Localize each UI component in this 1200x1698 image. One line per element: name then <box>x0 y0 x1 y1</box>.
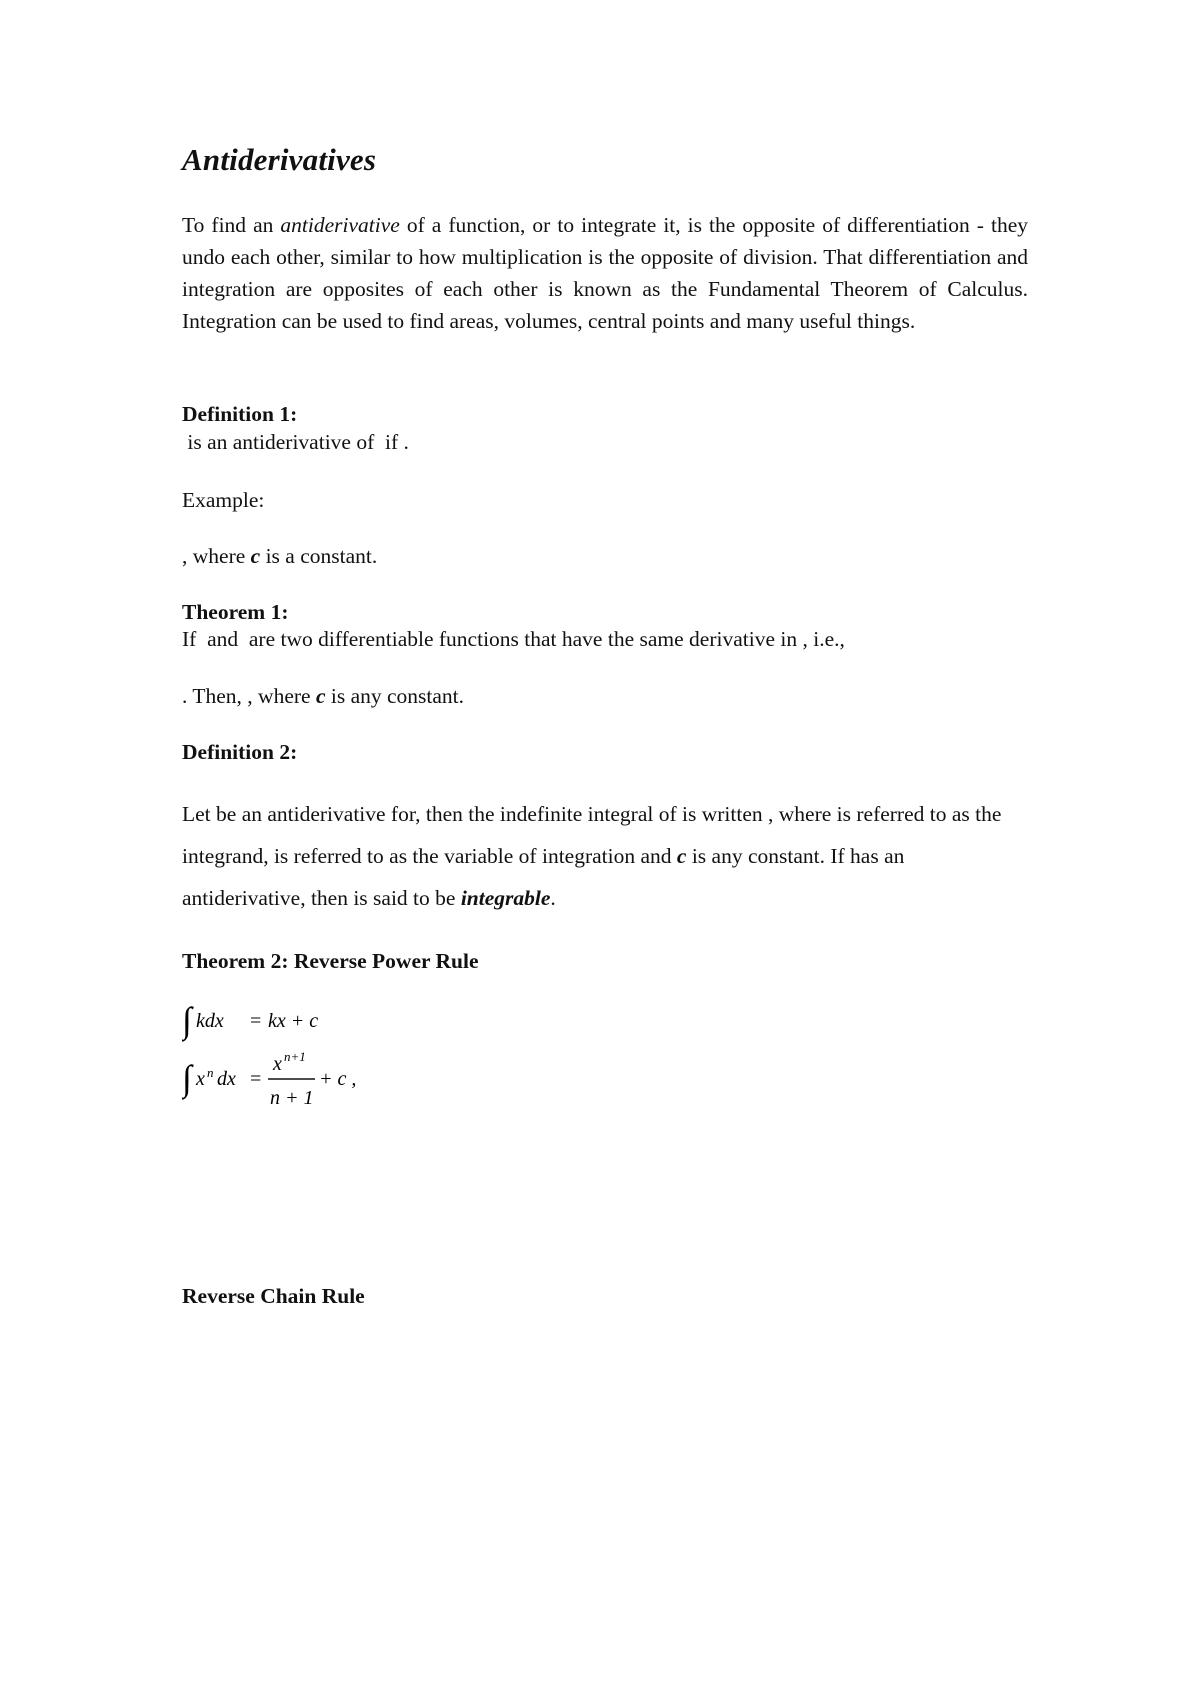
definition2-text-3: . <box>550 886 556 910</box>
formula2-numerator-base: x <box>273 1053 282 1075</box>
theorem2-heading: Theorem 2: Reverse Power Rule <box>182 949 479 973</box>
theorem1-line2-after: is any constant. <box>325 684 465 708</box>
definition2-paragraph <box>182 793 1028 919</box>
theorem1-constant: c <box>315 684 326 708</box>
example-text <box>182 542 377 570</box>
theorem1-line2 <box>182 682 464 710</box>
theorem1-line1: If and are two differentiable functions that have the same derivative in , i.e., <box>182 627 845 651</box>
definition2-term-integrable: integrable <box>460 886 551 910</box>
formula1-integrand: kdx <box>196 1010 224 1032</box>
integral-sign: ∫ <box>182 1000 192 1040</box>
intro-paragraph <box>182 209 1028 337</box>
definition2-heading: Definition 2: <box>182 740 298 764</box>
page-title: Antiderivatives <box>182 142 377 177</box>
definition2-constant: c <box>676 844 687 868</box>
definition1-heading: Definition 1: <box>182 402 298 426</box>
reverse-power-rule-formula-constant <box>182 1000 402 1042</box>
intro-text-1: To find an <box>182 213 281 237</box>
reverse-chain-rule-heading: Reverse Chain Rule <box>182 1284 365 1308</box>
definition2-text-1: Let be an antiderivative for, then the indefinite integral of is written , where is referred to as the integrand, is referred to as the variable of integration and <box>182 802 1002 868</box>
definition2-text-2: is any constant. If has an antiderivative, then is said to be <box>182 844 905 910</box>
theorem1-line2-before: . Then, , where <box>182 684 316 708</box>
integral-sign: ∫ <box>182 1058 192 1098</box>
example-constant: c <box>250 544 261 568</box>
example-text-before: , where <box>182 544 251 568</box>
formula1-equals: = <box>250 1010 262 1032</box>
formula2-base: x <box>196 1068 205 1090</box>
formula2-equals: = <box>250 1068 262 1090</box>
definition1-text: is an antiderivative of if . <box>182 430 409 454</box>
formula2-differential: dx <box>217 1068 236 1090</box>
formula2-exponent: n <box>207 1065 214 1080</box>
formula2-denominator: n + 1 <box>270 1087 314 1109</box>
example-text-after: is a constant. <box>260 544 378 568</box>
theorem1-heading: Theorem 1: <box>182 600 289 624</box>
intro-text-2: of a function, or to integrate it, is the opposite of differentiation - they undo each other, similar to how multiplication is the opposite of division. That differentiation and integration are opposites of each other is known as the Fundamental Theorem of Calculus. Integration can be used to find areas, volumes, central points and many useful things. <box>182 213 1028 333</box>
reverse-power-rule-formula-power <box>182 1046 402 1118</box>
formula2-numerator-exponent: n+1 <box>284 1049 306 1064</box>
formula1-rhs: kx + c <box>268 1010 319 1032</box>
formula2-tail: + c , <box>319 1068 357 1090</box>
intro-term-antiderivative: antiderivative <box>280 213 400 237</box>
example-label: Example: <box>182 488 265 512</box>
